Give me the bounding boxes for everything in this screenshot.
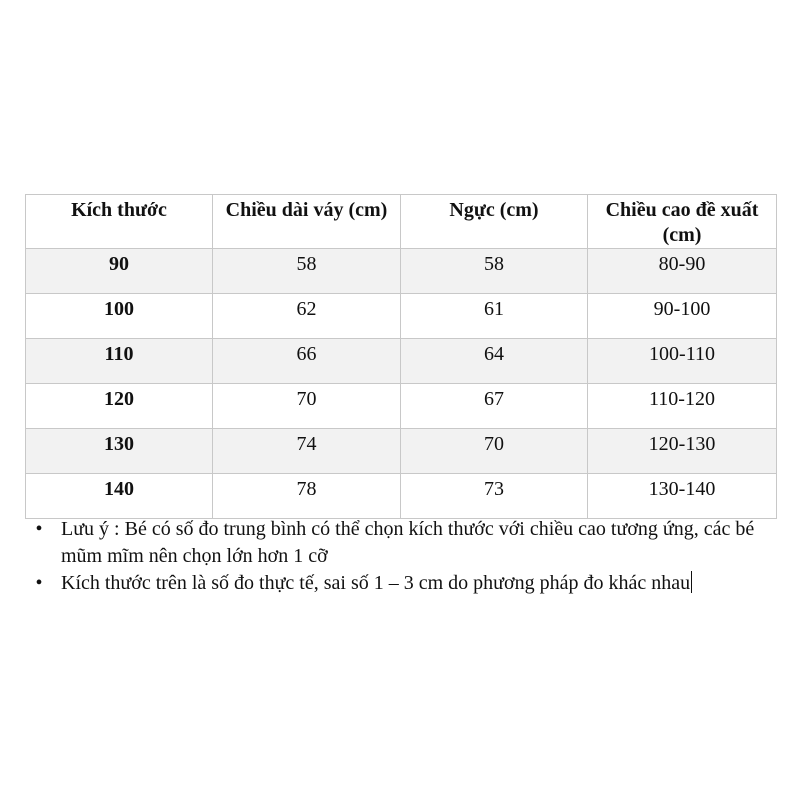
header-recommended-height: Chiều cao đề xuất (cm) [588, 195, 777, 249]
cell-chest: 70 [401, 429, 588, 474]
text-cursor [691, 571, 692, 593]
cell-size: 90 [26, 249, 213, 294]
cell-chest: 67 [401, 384, 588, 429]
cell-size: 110 [26, 339, 213, 384]
cell-height: 110-120 [588, 384, 777, 429]
note-item [25, 516, 785, 570]
table-row [26, 249, 777, 294]
header-size: Kích thước [26, 195, 213, 249]
size-chart-table [25, 194, 777, 519]
cell-dress-length: 62 [213, 294, 401, 339]
cell-height: 120-130 [588, 429, 777, 474]
note-item [25, 570, 785, 597]
notes-list [25, 516, 785, 597]
cell-height: 130-140 [588, 474, 777, 519]
table-header-row [26, 195, 777, 249]
cell-chest: 64 [401, 339, 588, 384]
cell-dress-length: 74 [213, 429, 401, 474]
bullet-dot-icon: • [35, 518, 43, 540]
cell-size: 100 [26, 294, 213, 339]
table-row [26, 384, 777, 429]
cell-chest: 73 [401, 474, 588, 519]
header-dress-length: Chiều dài váy (cm) [213, 195, 401, 249]
cell-dress-length: 70 [213, 384, 401, 429]
note-text: Kích thước trên là số đo thực tế, sai số 1 – 3 cm do phương pháp đo khác nhau [61, 572, 691, 594]
cell-dress-length: 66 [213, 339, 401, 384]
cell-size: 140 [26, 474, 213, 519]
table-row [26, 339, 777, 384]
cell-height: 80-90 [588, 249, 777, 294]
cell-height: 100-110 [588, 339, 777, 384]
cell-dress-length: 78 [213, 474, 401, 519]
table-row [26, 294, 777, 339]
table-row [26, 429, 777, 474]
header-chest: Ngực (cm) [401, 195, 588, 249]
cell-height: 90-100 [588, 294, 777, 339]
cell-size: 130 [26, 429, 213, 474]
bullet-dot-icon: • [35, 572, 43, 594]
note-text: Lưu ý : Bé có số đo trung bình có thể chọn kích thước với chiều cao tương ứng, các bé mũm mĩm nên chọn lớn hơn 1 cỡ [61, 518, 755, 567]
table-row [26, 474, 777, 519]
cell-size: 120 [26, 384, 213, 429]
cell-dress-length: 58 [213, 249, 401, 294]
cell-chest: 58 [401, 249, 588, 294]
cell-chest: 61 [401, 294, 588, 339]
